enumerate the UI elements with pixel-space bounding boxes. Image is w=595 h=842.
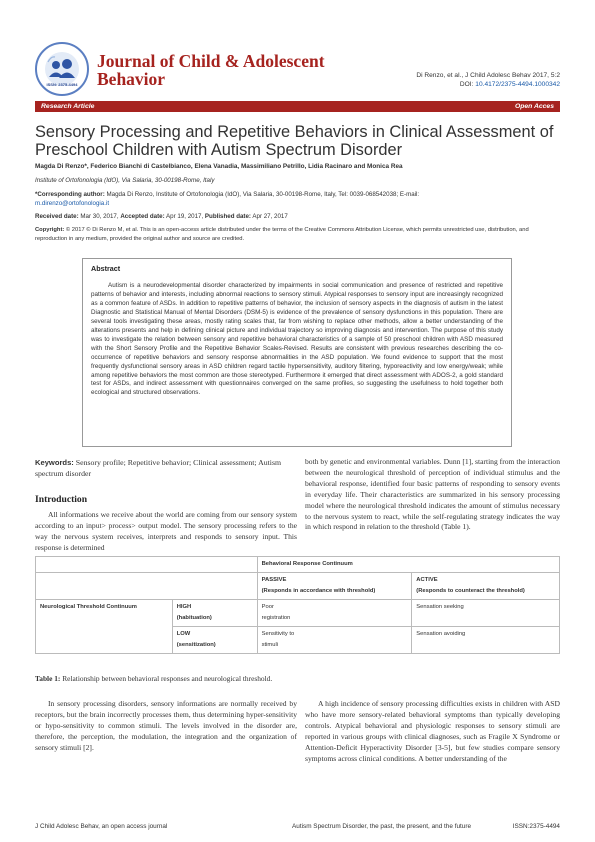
- journal-logo: [35, 42, 89, 96]
- table-row: Neurological Threshold Continuum HIGH (habituation) Poor registration Sensation seeking: [36, 600, 560, 627]
- row-label: Neurological Threshold Continuum: [40, 604, 137, 610]
- open-access-label: Open Acces: [514, 103, 554, 110]
- journal-title-line1: Journal of Child & Adolescent: [97, 51, 325, 71]
- table-row: LOW (sensitization) Sensitivity to stimuli Sensation avoiding: [36, 627, 560, 654]
- citation-block: [340, 72, 560, 89]
- copyright-notice: Copyright: © 2017 © Di Renzo M, et al. This is an open-access article distributed under the terms of the Creative Commons Attribution License, which permits unrestricted use, distribution, and reproduction in any medium, provided the original author and source are credited.: [35, 227, 529, 242]
- intro-paragraph-1-continued: both by genetic and environmental variables. Dunn [1], starting from the interaction between the neurological threshold of perception of individual stimulus and the behavioral response, identified four basic patterns of responding to sensory events in everyday life. Their characteristics are summarized in his sensory processing model where the neurological threshold indicates the amount of stimulus necessary to the nervous system to react, while the self-regulating strategy indicates the way in which respond in relation to the threshold (Table 1).: [305, 457, 560, 532]
- abstract-heading: Abstract: [91, 264, 121, 273]
- affiliation: Institute of Ortofonologia (IdO), Via Salaria, 30-00198-Rome, Italy: [35, 177, 215, 184]
- table-1: [35, 556, 560, 654]
- citation-line: Di Renzo, et al., J Child Adolesc Behav 2017, 5:2: [416, 72, 560, 79]
- continuum-header: Behavioral Response Continuum: [261, 561, 353, 567]
- email-link[interactable]: m.direnzo@ortofonologia.it: [35, 200, 110, 208]
- table-1-caption: Table 1: Relationship between behavioral responses and neurological threshold.: [35, 674, 273, 683]
- table-row: [36, 557, 560, 573]
- high-incidence-paragraph: A high incidence of sensory processing difficulties exists in children with ASD who have more sensory-related behavioral symptoms than typically developing controls. Atypical behavioral and physiologic responses to sensory stimuli are reported in various groups with clinical diagnoses, such as Fragile X Syndrome or Attention-Deficit Hyperactivity Disorder [3-5], but few studies compare sensory symptoms across clinical conditions. A better understanding of the: [305, 699, 560, 763]
- abstract-body: Autism is a neurodevelopmental disorder characterized by impairments in social communication and presence of restricted and repetitive patterns of behavior and interests, including abnormal reactions to sensory stimuli. Atypical responses to sensory input are increasingly recognized as a common feature of ASDs. In addition to repetitive patterns of behavior, the inclusion of sensory aspects in the diagnosis of autism in the latest Diagnostic and Statistical Manual of Mental Disorders (DSM-5) is evidence of the prevalence of sensory dysfunctions in this population. There are several tools investigating these areas, mostly rating scales that, far from wishing to replace other methods, allow a better understanding of the alterations presents and help in defining clinical picture and individual trajectory so improving diagnosis and intervention. The purpose of this study was to investigate the relation between sensory and repetitive behavioral characteristics of a sample of 50 preschool children with ASD measured with the Short Sensory Profile and the Repetitive Behavior Scales-Revised. Results are consistent with previous researches describing the co-occurrence of repetitive behaviors and sensory response abnormalities in the ASD population. We found evidence to support that the most frequently dysfunctional sensory areas in ASD children regard tactile hypersensitivity, auditory filtering, hyporeactivity and low energy/weak; while among repetitive behaviors the most common are those stereotyped. Furthermore it emerged that direct assessment with ADOS-2, a gold standard test for ASDs, and indirect assessment with questionnaires converged on the same profiles, so suggesting the usefulness to hold together both ecological and structured observations.: [91, 282, 503, 397]
- corresponding-text: Magda Di Renzo, Institute of Ortofonologia (IdO), Via Salaria, 30-00198-Rome, Italy, Tel: 0039-068542038; E-mail:: [104, 191, 420, 198]
- logo-issn: ISSN: 2375-4494: [46, 82, 78, 87]
- article-title: Sensory Processing and Repetitive Behaviors in Clinical Assessment of Preschool Children with Autism Spectrum Disorder: [35, 123, 554, 159]
- sensory-disorder-paragraph: In sensory processing disorders, sensory informations are normally received by receptors, but the brain incorrectly processes them, thus determining hyper-sensitivity or hypo-sensitivity to common stimuli. The levels involved in the disorder are, therefore, the perception, the modulation, the integration and the organization of sensory stimuli [2].: [35, 699, 297, 752]
- introduction-heading: Introduction: [35, 494, 88, 505]
- article-type-banner: [35, 101, 560, 112]
- journal-title[interactable]: [97, 52, 325, 88]
- intro-paragraph-1: All informations we receive about the world are coming from our sensory system according to an input> process> output model. The sensory processing refers to the way the nervous system receives, interprets and responds to sensory input. This response is determined: [35, 510, 297, 552]
- journal-title-line2: Behavior: [97, 69, 166, 89]
- footer-issue-title: Autism Spectrum Disorder, the past, the present, and the future: [292, 823, 472, 830]
- keywords: [35, 457, 297, 479]
- doi-line: DOI: 10.4172/2375-4494.1000342: [459, 80, 560, 88]
- keywords-label: Keywords:: [35, 458, 74, 467]
- doi-link[interactable]: 10.4172/2375-4494.1000342: [475, 80, 560, 88]
- table-row: PASSIVE (Responds in accordance with threshold) ACTIVE (Responds to counteract the threshold): [36, 573, 560, 600]
- corresponding-label: *Corresponding author:: [35, 191, 105, 198]
- article-dates: Received date: Mar 30, 2017, Accepted date: Apr 19, 2017, Published date: Apr 27, 2017: [35, 213, 288, 220]
- author-list: Magda Di Renzo*, Federico Bianchi di Castelbianco, Elena Vanadia, Massimiliano Petrillo, Lidia Racinaro and Monica Rea: [35, 163, 403, 170]
- footer-journal: J Child Adolesc Behav, an open access journal: [35, 823, 168, 830]
- keywords-text: Sensory profile; Repetitive behavior; Clinical assessment; Autism spectrum disorder: [35, 458, 282, 478]
- corresponding-author: [35, 190, 560, 208]
- article-type-label: Research Article: [41, 103, 95, 110]
- footer-issn: ISSN:2375-4494: [512, 823, 560, 830]
